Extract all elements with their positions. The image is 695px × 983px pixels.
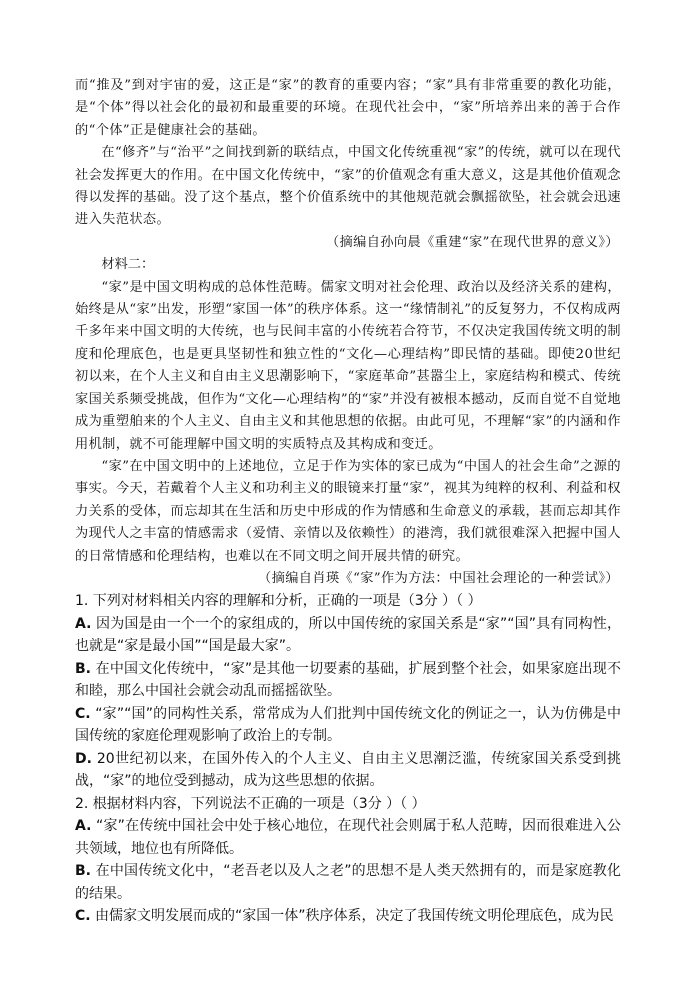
question-2-option-b[interactable]	[75, 860, 621, 905]
option-text: “家”在传统中国社会中处于核心地位，在现代社会则属于私人范畴，因而很难进入公共领域，地位也有所降低。	[75, 818, 621, 857]
question-1-option-d[interactable]	[75, 748, 621, 793]
option-text: 由儒家文明发展而成的“家国一体”秩序体系，决定了我国传统文明伦理底色，成为民	[90, 908, 614, 925]
question-1-option-c[interactable]	[75, 703, 621, 748]
question-1-stem: 1. 下列对材料相关内容的理解和分析，正确的一项是（3分 ）（ ）	[75, 593, 482, 610]
passage-source-1: （摘编自孙向晨《重建“家”在现代世界的意义》）	[325, 234, 619, 250]
material-2-label: 材料二：	[101, 257, 155, 273]
question-2-option-c[interactable]	[75, 905, 621, 928]
question-2-stem: 2. 根据材料内容，下列说法不正确的一项是（3分 ）（ ）	[75, 795, 426, 812]
question-1	[75, 590, 621, 793]
option-text: 在中国传统文化中，“老吾老以及人之老”的思想不是人类天然拥有的，而是家庭教化的结果。	[75, 863, 621, 902]
option-letter: A.	[75, 615, 92, 632]
option-letter: D.	[75, 750, 92, 767]
option-letter: B.	[75, 863, 91, 880]
option-text: “家”“国”的同构性关系，常常成为人们批判中国传统文化的例证之一，认为仿佛是中国传统的家庭伦理观影响了政治上的专制。	[75, 705, 621, 745]
option-text: 在中国文化传统中，“家”是其他一切要素的基础，扩展到整个社会，如果家庭出现不和睦，那么中国社会就会动乱而摇摇欲坠。	[75, 660, 621, 700]
passage-source-2: （摘编自肖瑛《“家”作为方法：中国社会理论的一种尝试》）	[258, 570, 619, 586]
option-letter: B.	[75, 660, 91, 677]
question-2	[75, 793, 621, 928]
option-text: 20世纪初以来，在国外传入的个人主义、自由主义思潮泛滥，传统家国关系受到挑战，“家”的地位受到撼动，成为这些思想的依据。	[75, 750, 621, 790]
option-letter: A.	[75, 818, 92, 835]
passage-paragraph-3: “家”是中国文明构成的总体性范畴。儒家文明对社会伦理、政治以及经济关系的建构，始终是从“家”出发，形塑“家国一体”的秩序体系。这一“缘情制礼”的反复努力，不仅构成两千多年来中国文明的大传统，也与民间丰富的小传统若合符节，不仅决定我国传统文明的制度和伦理底色，也是更具坚韧性和独立性的“文化—心理结构”即民情的基础。即使20世纪初以来，在个人主义和自由主义思潮影响下，“家庭革命”甚嚣尘上，家庭结构和模式、传统家国关系频受挑战，但作为“文化—心理结构”的“家”并没有被根本撼动，反而自觉不自觉地成为重塑舶来的个人主义、自由主义和其他思想的依据。由此可见，不理解“家”的内涵和作用机制，就不可能理解中国文明的实质特点及其构成和变迁。	[75, 279, 621, 452]
question-1-option-b[interactable]	[75, 658, 621, 703]
passage-paragraph-4: “家”在中国文明中的上述地位，立足于作为实体的家已成为“中国人的社会生命”之源的事实。今天，若戴着个人主义和功利主义的眼镜来打量“家”，视其为纯粹的权利、利益和权力关系的受体，而忘却其在生活和历史中形成的作为情感和生命意义的承载，甚而忘却其作为现代人之丰富的情感需求（爱情、亲情以及依赖性）的港湾，我们就很难深入把握中国人的日常情感和伦理结构，也难以在不同文明之间开展共情的研究。	[75, 458, 621, 564]
option-letter: C.	[75, 908, 91, 925]
question-2-option-a[interactable]	[75, 815, 621, 860]
passage-paragraph-2: 在“修齐”与“治平”之间找到新的联结点，中国文化传统重视“家”的传统，就可以在现代社会发挥更大的作用。在中国文化传统中，“家”的价值观念有重大意义，这是其他价值观念得以发挥的基础。没了这个基点，整个价值系统中的其他规范就会飘摇欲坠，社会就会迅速进入失范状态。	[75, 145, 621, 228]
passage-paragraph-1: 而“推及”到对宇宙的爱，这正是“家”的教育的重要内容；“家”具有非常重要的教化功能，是“个体”得以社会化的最初和最重要的环境。在现代社会中，“家”所培养出来的善于合作的“个体”正是健康社会的基础。	[75, 78, 621, 138]
question-1-option-a[interactable]	[75, 613, 621, 658]
option-text: 因为国是由一个一个的家组成的，所以中国传统的家国关系是“家”“国”具有同构性，也就是“家是最小国”“国是最大家”。	[75, 615, 621, 655]
option-letter: C.	[75, 705, 91, 722]
